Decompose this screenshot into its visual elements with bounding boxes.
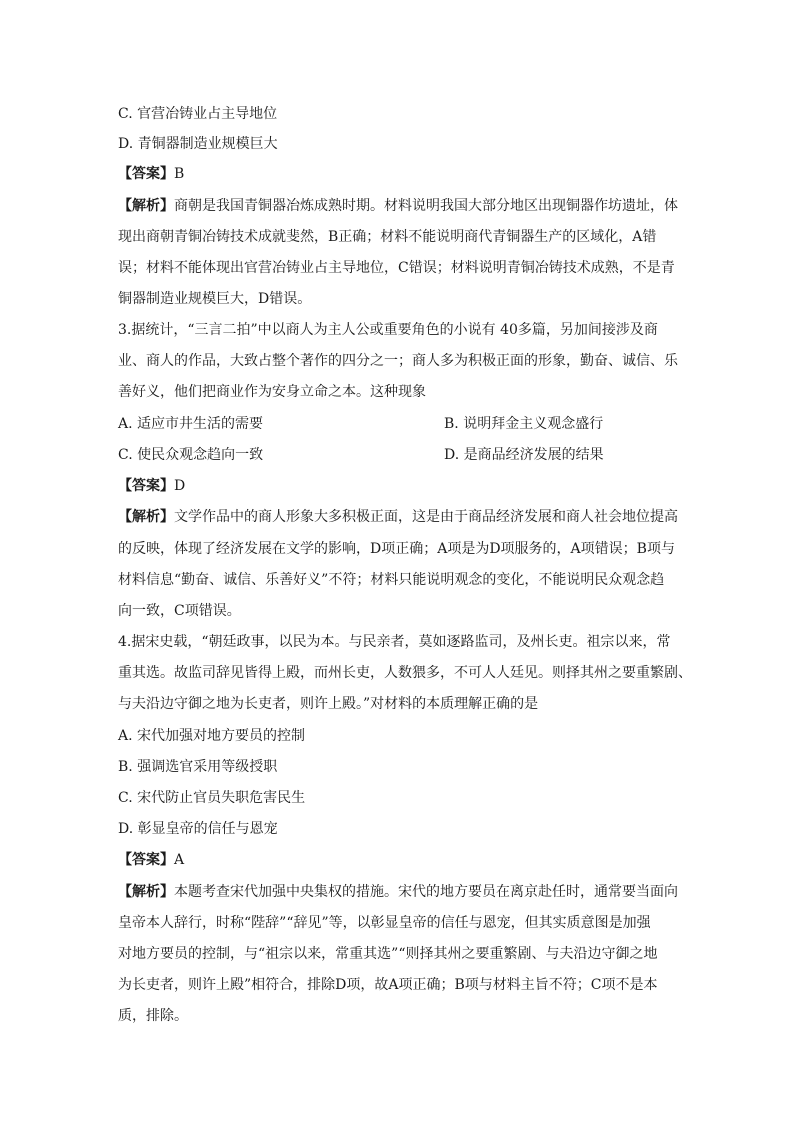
q3-analysis-line [118,507,678,527]
q2-option-d: D. 青铜器制造业规模巨大 [118,136,278,152]
q4-analysis-line: 皇帝本人辞行，时称“陛辞”“辞见”等，以彰显皇帝的信任与恩宠，但其实质意图是加强 [118,915,651,931]
q4-option-d: D. 彰显皇帝的信任与恩宠 [118,821,278,837]
q2-analysis-line [118,196,678,216]
q3-analysis-line: 向一致，C项错误。 [118,603,241,619]
q4-stem-line: 4.据宋史载，“朝廷政事，以民为本。与民亲者，莫如逐路监司，及州长吏。祖宗以来，常 [118,634,671,650]
answer-value: D [174,478,186,494]
q4-analysis-line: 为长吏者，则许上殿”相符合，排除D项，故A项正确；B项与材料主旨不符；C项不是本 [118,977,658,993]
q3-option-c: C. 使民众观念趋向一致 [118,447,264,463]
q3-stem-line: 业、商人的作品，大致占整个著作的四分之一；商人多为积极正面的形象，勤奋、诚信、乐 [118,353,678,369]
q2-analysis-line: 现出商朝青铜冶铸技术成就斐然，B正确；材料不能说明商代青铜器生产的区域化，A错 [118,229,657,245]
q3-stem-line: 善好义，他们把商业作为安身立命之本。这种现象 [118,384,426,400]
q3-option-d: D. 是商品经济发展的结果 [444,447,604,463]
analysis-tag: 【解析】 [118,884,174,900]
answer-tag: 【答案】 [118,478,174,494]
analysis-text: 本题考查宋代加强中央集权的措施。宋代的地方要员在离京赴任时，通常要当面向 [174,884,678,900]
q4-option-b: B. 强调选官采用等级授职 [118,759,278,775]
answer-tag: 【答案】 [118,166,174,182]
q3-option-b: B. 说明拜金主义观念盛行 [444,416,604,432]
answer-tag: 【答案】 [118,852,174,868]
q3-analysis-line: 材料信息“勤奋、诚信、乐善好义”不符；材料只能说明观念的变化，不能说明民众观念趋 [118,572,665,588]
q4-analysis-line: 对地方要员的控制，与“祖宗以来，常重其选”“则择其州之要重繁剧、与夫沿边守御之地 [118,946,658,962]
q4-analysis-line [118,882,678,902]
analysis-tag: 【解析】 [118,509,174,525]
q3-stem-line: 3.据统计，“三言二拍”中以商人为主人公或重要角色的小说有 40多篇，另加间接涉及商 [118,322,658,338]
q4-stem-line: 重其选。故监司辞见皆得上殿，而州长吏，人数猥多，不可人人廷见。则择其州之要重繁剧、 [118,665,692,681]
q2-option-c: C. 官营冶铸业占主导地位 [118,106,278,122]
q2-analysis-line: 铜器制造业规模巨大，D错误。 [118,291,312,307]
q3-answer [118,476,185,496]
q4-answer [118,850,184,870]
q4-option-c: C. 宋代防止官员失职危害民生 [118,790,306,806]
q2-answer [118,164,184,184]
q4-option-a: A. 宋代加强对地方要员的控制 [118,728,306,744]
answer-value: B [174,166,185,182]
q3-option-a: A. 适应市井生活的需要 [118,416,264,432]
q3-analysis-line: 的反映，体现了经济发展在文学的影响，D项正确；A项是为D项服务的，A项错误；B项与 [118,541,675,557]
analysis-text: 商朝是我国青铜器冶炼成熟时期。材料说明我国大部分地区出现铜器作坊遗址，体 [174,198,678,214]
answer-value: A [174,852,185,868]
q2-analysis-line: 误；材料不能体现出官营冶铸业占主导地位，C错误；材料说明青铜冶铸技术成熟，不是青 [118,260,675,276]
analysis-text: 文学作品中的商人形象大多积极正面，这是由于商品经济发展和商人社会地位提高 [174,509,678,525]
q4-stem-line: 与夫沿边守御之地为长吏者，则许上殿。”对材料的本质理解正确的是 [118,696,539,712]
q4-analysis-line: 质，排除。 [118,1008,188,1024]
analysis-tag: 【解析】 [118,198,174,214]
